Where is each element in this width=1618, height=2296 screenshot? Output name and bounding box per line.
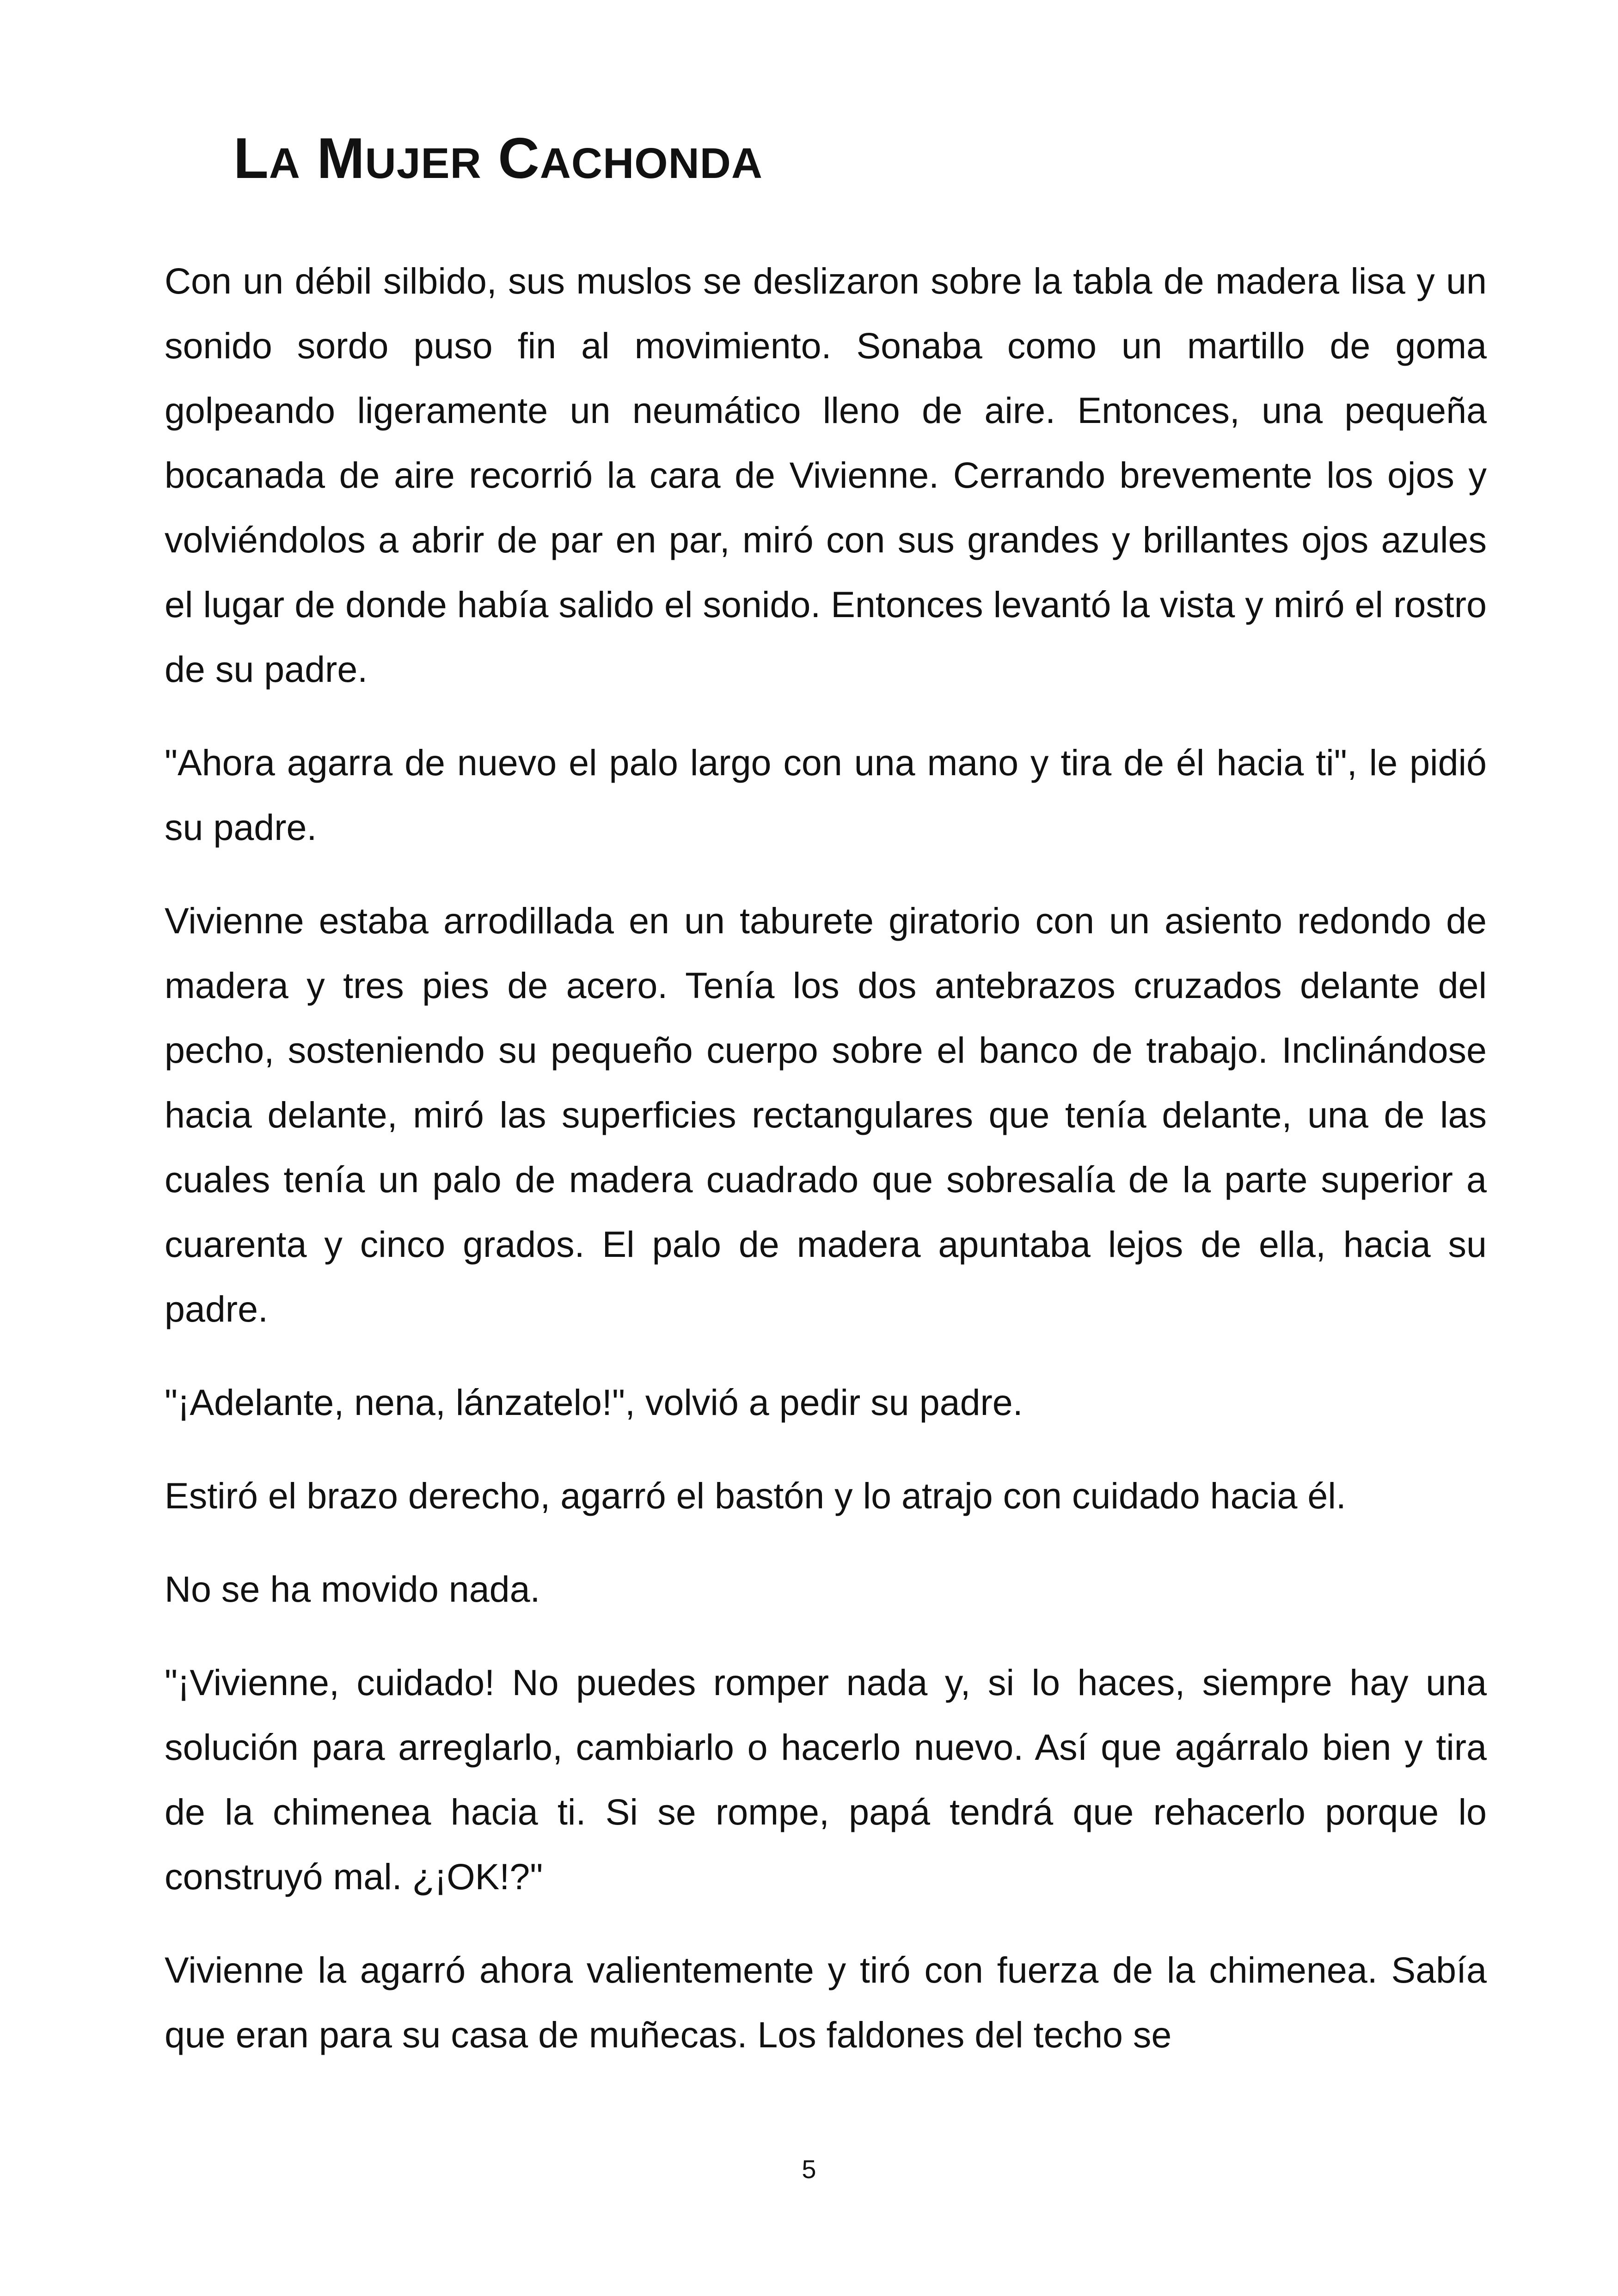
body-text [165, 249, 1487, 2096]
title-word-3: CACHONDA [498, 127, 763, 190]
chapter-title [233, 124, 763, 198]
title-word-1: LA [233, 127, 300, 190]
title-word-2: MUJER [317, 127, 482, 190]
paragraph: No se ha movido nada. [165, 1568, 540, 1610]
paragraph: "Ahora agarra de nuevo el palo largo con una mano y tira de él hacia ti", le pidió su padre. [165, 742, 1487, 848]
page-number: 5 [802, 2155, 816, 2184]
paragraph: Vivienne la agarró ahora valientemente y tiró con fuerza de la chimenea. Sabía que eran para su casa de muñecas. Los faldones del techo se [165, 1949, 1487, 2055]
paragraph: Vivienne estaba arrodillada en un taburete giratorio con un asiento redondo de madera y tres pies de acero. Tenía los dos antebrazos cruzados delante del pecho, sosteniendo su pequeño cuerpo sobre el banco de trabajo. Inclinándose hacia delante, miró las superficies rectangulares que tenía delante, una de las cuales tenía un palo de madera cuadrado que sobresalía de la parte superior a cuarenta y cinco grados. El palo de madera apuntaba lejos de ella, hacia su padre. [165, 900, 1487, 1329]
paragraph: Estiró el brazo derecho, agarró el bastón y lo atrajo con cuidado hacia él. [165, 1475, 1346, 1516]
paragraph: "¡Adelante, nena, lánzatelo!", volvió a pedir su padre. [165, 1382, 1023, 1423]
paragraph: Con un débil silbido, sus muslos se deslizaron sobre la tabla de madera lisa y un sonido sordo puso fin al movimiento. Sonaba como un martillo de goma golpeando ligeramente un neumático lleno de aire. Entonces, una pequeña bocanada de aire recorrió la cara de Vivienne. Cerrando brevemente los ojos y volviéndolos a abrir de par en par, miró con sus grandes y brillantes ojos azules el lugar de donde había salido el sonido. Entonces levantó la vista y miró el rostro de su padre. [165, 260, 1487, 690]
paragraph: "¡Vivienne, cuidado! No puedes romper nada y, si lo haces, siempre hay una solución para arreglarlo, cambiarlo o hacerlo nuevo. Así que agárralo bien y tira de la chimenea hacia ti. Si se rompe, papá tendrá que rehacerlo porque lo construyó mal. ¿¡OK!?" [165, 1662, 1487, 1897]
